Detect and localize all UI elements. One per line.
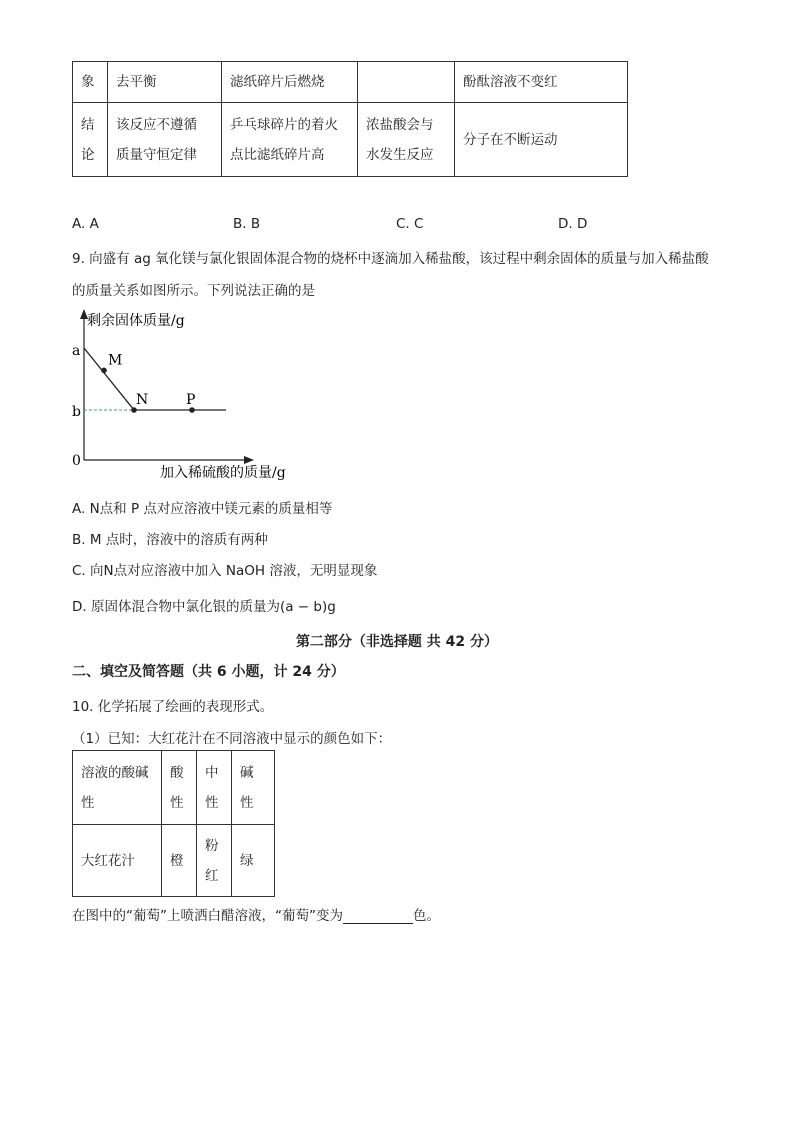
- x-axis-arrow: [244, 456, 254, 464]
- question-10-fill-line: 在图中的“葡萄”上喷洒白醋溶液，“葡萄”变为 色。: [72, 908, 440, 924]
- point-label-n: N: [136, 392, 149, 408]
- y-axis-label: 剩余固体质量/g: [87, 313, 185, 329]
- question-10-stem: 10. 化学拓展了绘画的表现形式。: [72, 699, 274, 715]
- table-cell: 去平衡: [108, 62, 222, 103]
- y-tick-0: 0: [72, 453, 81, 469]
- option-d: D. D: [558, 216, 588, 232]
- y-tick-b: b: [72, 404, 81, 420]
- experiment-table: [72, 61, 628, 177]
- table-row: [73, 751, 275, 825]
- question-9-option-c: C. 向N点对应溶液中加入 NaOH 溶液，无明显现象: [72, 563, 378, 579]
- table-cell: 结 论: [73, 103, 108, 177]
- table-cell: 该反应不遵循 质量守恒定律: [108, 103, 222, 177]
- table-row: [73, 825, 275, 897]
- table-cell: 象: [73, 62, 108, 103]
- table-row: [73, 62, 628, 103]
- table-cell: 酚酞溶液不变红: [455, 62, 628, 103]
- table-cell: 大红花汁: [73, 825, 162, 897]
- table-cell: 分子在不断运动: [455, 103, 628, 177]
- x-axis-label: 加入稀硫酸的质量/g: [160, 465, 286, 481]
- point-n: [131, 407, 137, 413]
- question-9-option-b: B. M 点时，溶液中的溶质有两种: [72, 532, 268, 548]
- table-cell: 碱 性: [232, 751, 275, 825]
- point-p: [189, 407, 195, 413]
- point-label-m: M: [108, 352, 123, 369]
- color-table: [72, 750, 275, 897]
- question-10-sub1: （1）已知：大红花汁在不同溶液中显示的颜色如下：: [72, 731, 392, 747]
- table-cell: 溶液的酸碱 性: [73, 751, 162, 825]
- point-m: [101, 368, 107, 374]
- part-two-title: 第二部分（非选择题 共 42 分）: [295, 634, 499, 650]
- option-b: B. B: [233, 216, 261, 232]
- option-a: A. A: [72, 216, 99, 232]
- option-c: C. C: [396, 216, 424, 232]
- mass-chart: [60, 305, 310, 485]
- table-cell: 滤纸碎片后燃烧: [222, 62, 358, 103]
- table-cell: 浓盐酸会与 水发生反应: [358, 103, 455, 177]
- table-cell: 粉 红: [197, 825, 232, 897]
- table-cell: 乒乓球碎片的着火 点比滤纸碎片高: [222, 103, 358, 177]
- question-9-option-a: A. N点和 P 点对应溶液中镁元素的质量相等: [72, 501, 333, 517]
- answer-blank[interactable]: [343, 909, 413, 924]
- question-9-option-d: D. 原固体混合物中氯化银的质量为(a − b)g: [72, 599, 336, 615]
- table-cell: 橙: [162, 825, 197, 897]
- point-label-p: P: [186, 392, 196, 408]
- question-9-stem-line2: 的质量关系如图所示。下列说法正确的是: [72, 283, 315, 299]
- table-cell: 绿: [232, 825, 275, 897]
- table-cell: [358, 62, 455, 103]
- question-9-stem-line1: 9. 向盛有 ag 氧化镁与氯化银固体混合物的烧杯中逐滴加入稀盐酸，该过程中剩余固体的质量与加入稀盐酸: [72, 251, 709, 267]
- table-cell: 酸 性: [162, 751, 197, 825]
- y-tick-a: a: [72, 343, 81, 359]
- section-title: 二、填空及简答题（共 6 小题，计 24 分）: [72, 664, 345, 680]
- table-cell: 中 性: [197, 751, 232, 825]
- table-row: [73, 103, 628, 177]
